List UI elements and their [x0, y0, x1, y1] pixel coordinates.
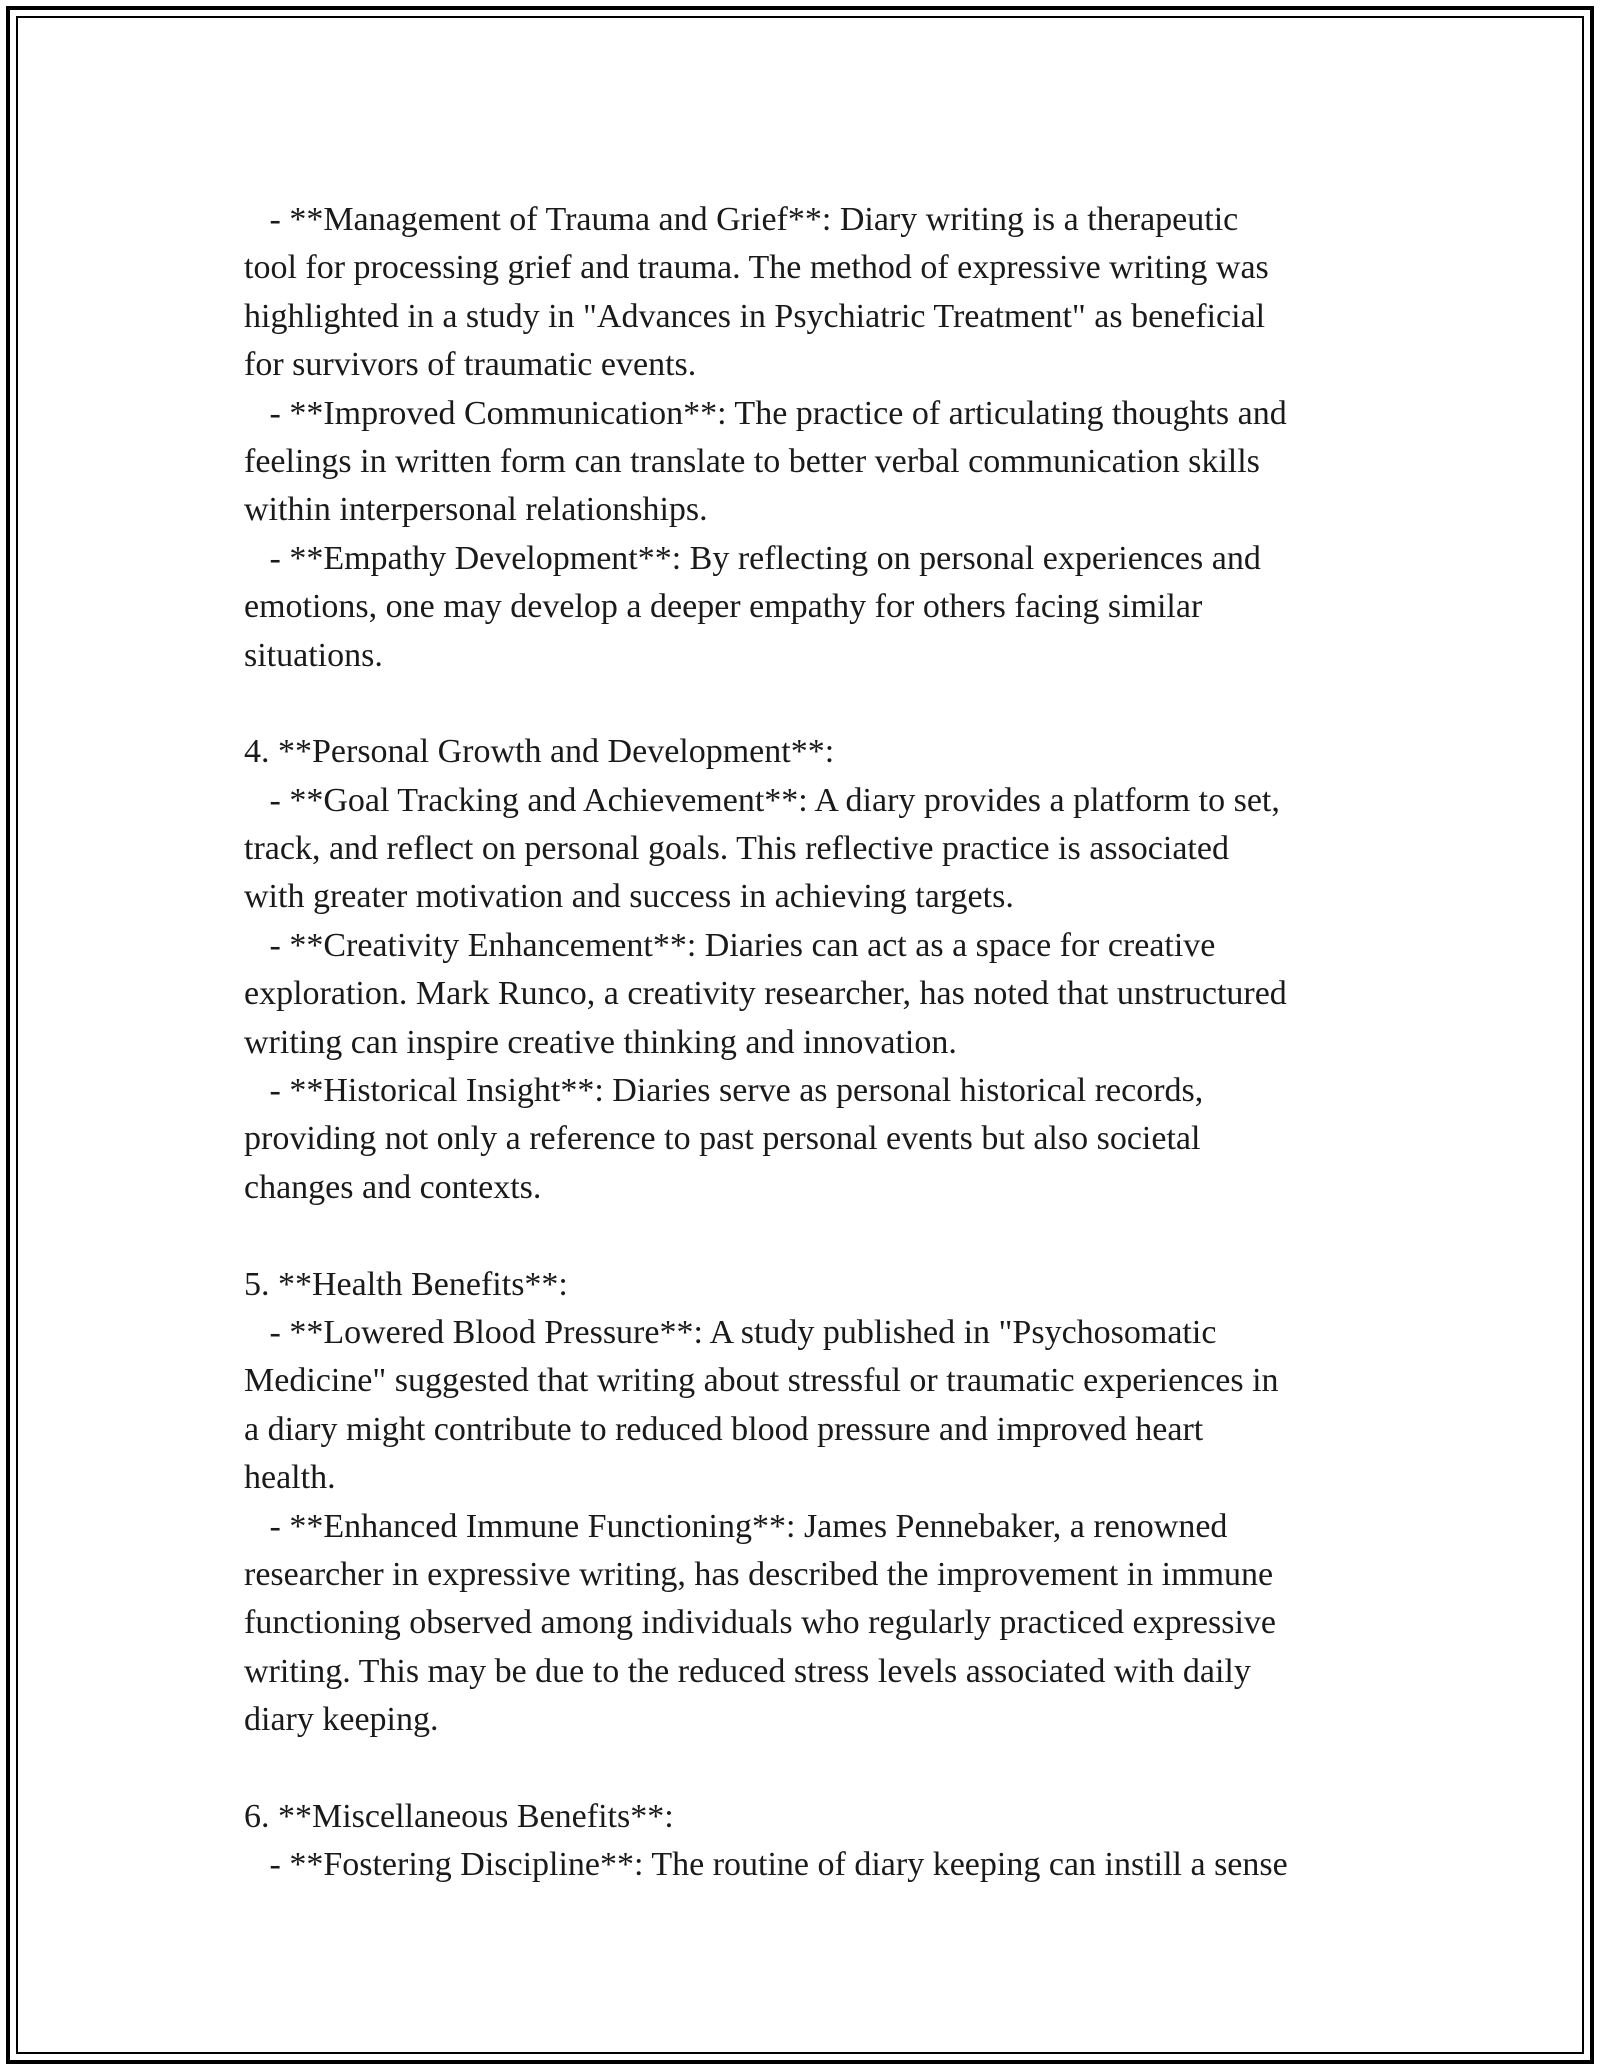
text-line: feelings in written form can translate to better verbal communication skills [244, 442, 1260, 480]
text-line: exploration. Mark Runco, a creativity researcher, has noted that unstructured [244, 975, 1287, 1013]
text-line: - **Historical Insight**: Diaries serve as personal historical records, [244, 1072, 1204, 1110]
text-line: researcher in expressive writing, has described the improvement in immune [244, 1555, 1274, 1593]
text-line: functioning observed among individuals who regularly practiced expressive [244, 1604, 1276, 1642]
text-line: a diary might contribute to reduced blood pressure and improved heart [244, 1410, 1204, 1448]
text-line: - **Enhanced Immune Functioning**: James Pennebaker, a renowned [244, 1507, 1228, 1545]
blank-line [244, 1745, 1384, 1793]
text-line: track, and reflect on personal goals. This reflective practice is associated [244, 830, 1229, 868]
text-line: providing not only a reference to past personal events but also societal [244, 1120, 1201, 1158]
text-line: changes and contexts. [244, 1168, 542, 1206]
text-line: - **Fostering Discipline**: The routine of diary keeping can instill a sense [244, 1846, 1288, 1884]
text-line: with greater motivation and success in achieving targets. [244, 878, 1014, 916]
text-line: - **Management of Trauma and Grief**: Diary writing is a therapeutic [244, 201, 1239, 238]
text-line: health. [244, 1459, 336, 1497]
text-line: writing. This may be due to the reduced stress levels associated with daily [244, 1652, 1251, 1690]
text-line: 5. **Health Benefits**: [244, 1265, 568, 1303]
text-line: - **Improved Communication**: The practice of articulating thoughts and [244, 394, 1287, 432]
text-line: - **Creativity Enhancement**: Diaries can act as a space for creative [244, 926, 1216, 964]
document-body [244, 196, 1384, 1890]
text-line: for survivors of traumatic events. [244, 346, 697, 384]
text-line: 4. **Personal Growth and Development**: [244, 733, 835, 771]
text-line: - **Goal Tracking and Achievement**: A diary provides a platform to set, [244, 781, 1280, 819]
text-line: - **Lowered Blood Pressure**: A study published in "Psychosomatic [244, 1313, 1217, 1351]
text-line: Medicine" suggested that writing about stressful or traumatic experiences in [244, 1362, 1279, 1400]
text-line: highlighted in a study in "Advances in Psychiatric Treatment" as beneficial [244, 297, 1266, 335]
text-line: within interpersonal relationships. [244, 491, 708, 529]
text-line: 6. **Miscellaneous Benefits**: [244, 1797, 674, 1835]
document-page [6, 6, 1594, 2064]
text-line: diary keeping. [244, 1701, 439, 1739]
text-line: writing can inspire creative thinking and innovation. [244, 1023, 957, 1061]
text-line: emotions, one may develop a deeper empathy for others facing similar [244, 588, 1203, 626]
text-line: - **Empathy Development**: By reflecting on personal experiences and [244, 539, 1261, 577]
blank-line [244, 680, 1384, 728]
blank-line [244, 1212, 1384, 1260]
text-line: situations. [244, 636, 383, 674]
text-line: tool for processing grief and trauma. The method of expressive writing was [244, 249, 1269, 287]
